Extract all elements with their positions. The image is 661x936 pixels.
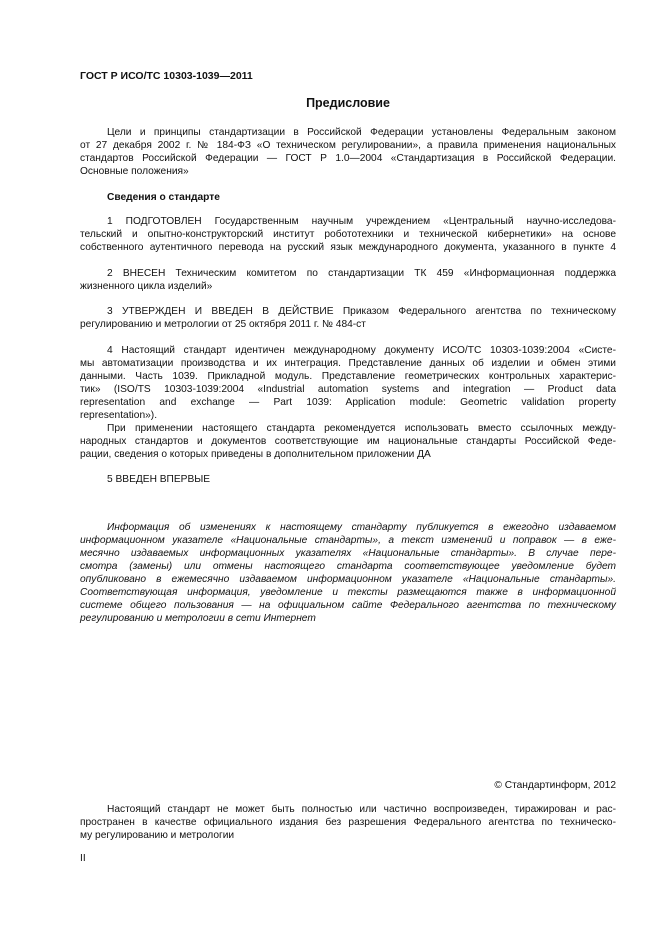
text-line: му регулированию и метрологии (80, 830, 235, 841)
text-line: месячно издаваемых информационных указателях «Национальные стандарты». В случае пере- (80, 548, 616, 559)
text-line: 4 Настоящий стандарт идентичен международному документу ИСО/ТС 10303-1039:2004 «Систе- (107, 345, 616, 356)
text-line: пространен в качестве официального издания без разрешения Федерального агентства по техническо- (80, 817, 616, 828)
text-line: регулированию и метрологии в сети Интернет (80, 613, 316, 624)
text-line: Информация об изменениях к настоящему стандарту публикуется в ежегодно издаваемом (107, 522, 616, 533)
page-number: II (80, 853, 86, 864)
text-line: опубликовано в ежемесячно издаваемом информационном указателе «Национальные стандарты». (80, 574, 616, 585)
copyright: © Стандартинформ, 2012 (494, 780, 616, 791)
text-line: representation»). (80, 410, 158, 421)
text-line: representation and exchange — Part 1039: Application module: Geometric validation property (80, 397, 616, 408)
text-line: мы автоматизации производства и их интеграция. Представление данных об изделии и обмен этими (80, 358, 616, 369)
text-line: 3 УТВЕРЖДЕН И ВВЕДЕН В ДЕЙСТВИЕ Приказом Федерального агентства по техническому (107, 306, 616, 317)
text-line: Цели и принципы стандартизации в Российской Федерации установлены Федеральным законом (107, 127, 616, 138)
text-line: Основные положения» (80, 166, 189, 177)
text-line: собственного аутентичного перевода на русский язык международного документа, указанного в пункте 4 (80, 242, 616, 253)
item-5: 5 ВВЕДЕН ВПЕРВЫЕ (107, 474, 211, 485)
text-line: от 27 декабря 2002 г. № 184-ФЗ «О техническом регулировании», а правила применения национальных (80, 140, 616, 151)
text-line: тик» (ISO/TS 10303-1039:2004 «Industrial automation systems and integration — Product data (80, 384, 616, 395)
text-line: информационном указателе «Национальные стандарты», а текст изменений и поправок — в еже- (80, 535, 616, 546)
text-line: рации, сведения о которых приведены в дополнительном приложении ДА (80, 449, 431, 460)
text-line: стандартов Российской Федерации — ГОСТ Р 1.0—2004 «Стандартизация в Российской Федерации. (80, 153, 616, 164)
document-code: ГОСТ Р ИСО/ТС 10303-1039—2011 (80, 70, 253, 82)
page-title: Предисловие (306, 96, 390, 110)
text-line: системе общего пользования — на официальном сайте Федерального агентства по техническому (80, 600, 616, 611)
text-line: смотра (замены) или отмены настоящего стандарта соответствующее уведомление будет (80, 561, 616, 572)
text-line: Настоящий стандарт не может быть полностью или частично воспроизведен, тиражирован и рас- (107, 804, 616, 815)
text-line: При применении настоящего стандарта рекомендуется использовать вместо ссылочных между- (107, 423, 616, 434)
text-line: Соответствующая информация, уведомление и тексты размещаются также в информационной (80, 587, 616, 598)
text-line: жизненного цикла изделий» (80, 281, 213, 292)
text-line: 2 ВНЕСЕН Техническим комитетом по стандартизации ТК 459 «Информационная поддержка (107, 268, 616, 279)
section-heading: Сведения о стандарте (107, 192, 220, 203)
text-line: регулированию и метрологии от 25 октября 2011 г. № 484-ст (80, 319, 366, 330)
text-line: 1 ПОДГОТОВЛЕН Государственным научным учреждением «Центральный научно-исследова- (107, 216, 616, 227)
text-line: данными. Часть 1039. Прикладной модуль. Представление геометрических контрольных характерис- (80, 371, 616, 382)
text-line: тельский и опытно-конструкторский институт робототехники и технической кибернетики» на основе (80, 229, 616, 240)
text-line: народных стандартов и документов соответствующие им национальные стандарты Российской Феде- (80, 436, 616, 447)
